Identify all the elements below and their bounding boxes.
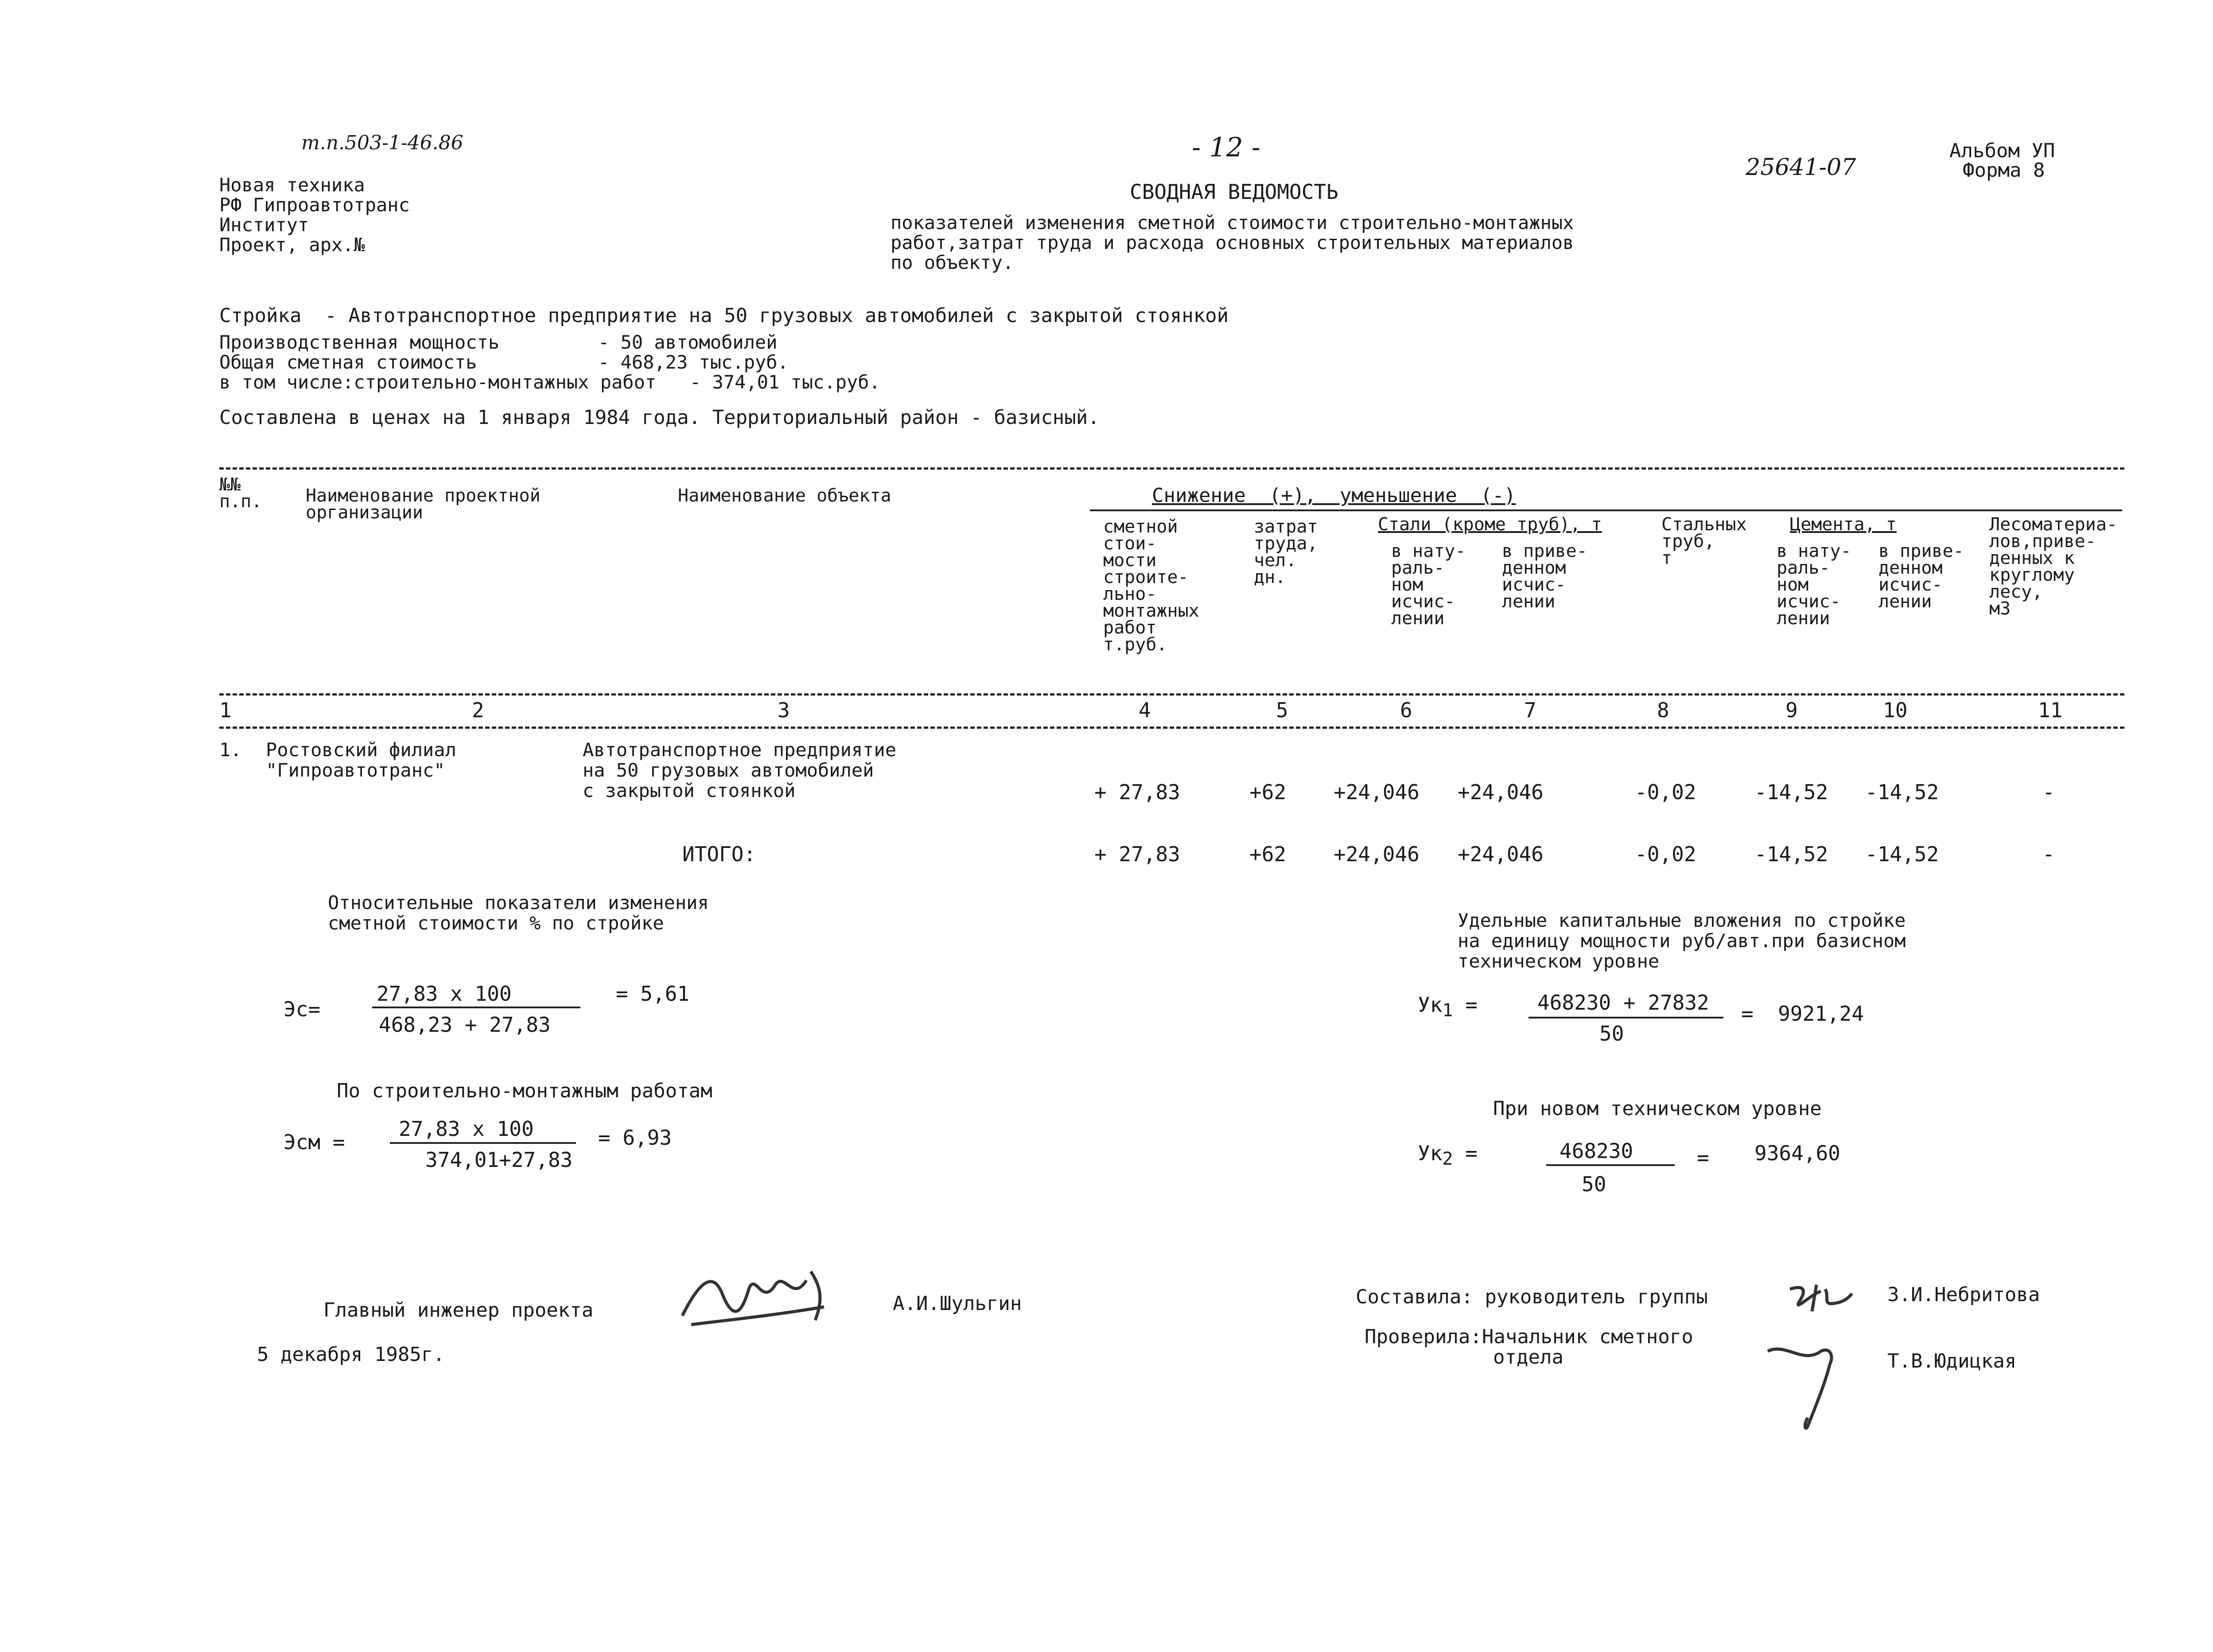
col-steel-nat-header: в нату- раль- ном исчис- лении [1391, 541, 1466, 629]
subtitle-line: показателей изменения сметной стоимости строительно-монтажных [891, 212, 1574, 233]
chief-engineer-name: А.И.Шульгин [893, 1292, 1022, 1315]
uk1-result: = 9921,24 [1741, 1002, 1864, 1026]
cost-label: Общая сметная стоимость [219, 351, 477, 373]
subtitle-line: по объекту. [891, 252, 1014, 273]
group-header: Снижение (+), уменьшение (-) [1152, 484, 1516, 507]
new-level-title: При новом техническом уровне [1493, 1097, 1822, 1120]
ecm-denominator: 374,01+27,83 [425, 1148, 573, 1172]
chief-signature [673, 1254, 842, 1338]
col-number: 3 [778, 698, 790, 722]
total-cement-nat: -14,52 [1754, 842, 1828, 866]
cell-steel-nat: +24,046 [1334, 780, 1420, 804]
col-number: 11 [2038, 698, 2063, 722]
row-num: 1. [219, 739, 242, 761]
cost-value: - 468,23 тыс.руб. [598, 351, 789, 373]
group-rule [1090, 509, 2122, 511]
checked-by-name: Т.В.Юдицкая [1887, 1350, 2017, 1372]
capacity-label: Производственная мощность [219, 331, 500, 353]
uk1-fraction-bar [1528, 1017, 1723, 1018]
org-line: Институт [219, 214, 309, 236]
steel-group-header: Стали (кроме труб), т [1378, 514, 1602, 535]
cell-labor: +62 [1249, 780, 1287, 804]
cell-timber: - [2042, 780, 2055, 804]
subtitle-line: работ,затрат труда и расхода основных строительных материалов [891, 232, 1574, 253]
col-number: 10 [1883, 698, 1908, 722]
cell-pipes: -0,02 [1635, 780, 1696, 804]
numbers-bottom-rule [219, 727, 2124, 729]
ec-label: Эс= [284, 997, 321, 1021]
album-label: Альбом УП [1949, 140, 2055, 162]
checked-by-label: Проверила:Начальник сметного отдела [1365, 1325, 1693, 1368]
col-number: 4 [1139, 698, 1151, 722]
capacity-value: - 50 автомобилей [598, 331, 778, 353]
stroika-line: Стройка - Автотранспортное предприятие на 50 грузовых автомобилей с закрытой стоянкой [219, 304, 1229, 327]
relative-title: Относительные показатели изменения сметной стоимости % по стройке [328, 892, 709, 934]
table-top-rule [219, 467, 2124, 470]
uk2-eq: = [1697, 1146, 1709, 1170]
org-line: Проект, арх.№ [219, 234, 365, 256]
compiled-by-name: З.И.Небритова [1887, 1283, 2040, 1306]
header-bottom-rule [219, 693, 2124, 696]
cell-cement-nat: -14,52 [1754, 780, 1828, 804]
total-labor: +62 [1249, 842, 1287, 866]
ecm-label: Эсм = [284, 1130, 345, 1154]
col-number: 2 [472, 698, 484, 722]
chief-engineer-title: Главный инженер проекта [323, 1299, 594, 1322]
cell-cement-red: -14,52 [1865, 780, 1939, 804]
uk1-numerator: 468230 + 27832 [1537, 991, 1709, 1015]
cell-steel-red: +24,046 [1458, 780, 1544, 804]
form-label: Форма 8 [1963, 159, 2045, 182]
ecm-fraction-bar [390, 1142, 576, 1144]
compiled-signature [1785, 1276, 1856, 1320]
col-steel-red-header: в приве- денном исчис- лении [1502, 541, 1587, 612]
col-number: 9 [1785, 698, 1798, 722]
col-number: 6 [1400, 698, 1412, 722]
prices-line: Составлена в ценах на 1 января 1984 года. Территориальный район - базисный. [219, 406, 1100, 429]
col-pipes-header: Стальных труб, т [1661, 514, 1747, 568]
col-number: 1 [219, 698, 232, 722]
col-num-header: №№ п.п. [219, 474, 262, 512]
uk2-denominator: 50 [1582, 1172, 1606, 1196]
ec-numerator: 27,83 х 100 [377, 982, 512, 1006]
row-org: Ростовский филиал "Гипроавтотранс" [266, 739, 456, 781]
col-org-header: Наименование проектной организации [306, 486, 541, 523]
org-line: Новая техника [219, 174, 365, 196]
total-cost: + 27,83 [1094, 842, 1180, 866]
uk2-label: $Ук_2$ = [1418, 1141, 1478, 1170]
total-cement-red: -14,52 [1865, 842, 1939, 866]
col-timber-header: Лесоматериа- лов,приве- денных к круглому лесу, м3 [1989, 514, 2117, 619]
col-number: 7 [1524, 698, 1536, 722]
ec-result: = 5,61 [616, 982, 690, 1006]
total-pipes: -0,02 [1635, 842, 1696, 866]
total-timber: - [2042, 842, 2055, 866]
smr-title: По строительно-монтажным работам [337, 1080, 712, 1102]
col-number: 5 [1276, 698, 1288, 722]
col-cement-red-header: в приве- денном исчис- лении [1879, 541, 1964, 612]
uk1-denominator: 50 [1599, 1022, 1624, 1046]
total-steel-red: +24,046 [1458, 842, 1544, 866]
col-cement-nat-header: в нату- раль- ном исчис- лении [1777, 541, 1851, 629]
ecm-numerator: 27,83 х 100 [399, 1117, 534, 1141]
uk1-label: $Ук_1$ = [1418, 993, 1478, 1021]
uk2-result: 9364,60 [1754, 1141, 1840, 1165]
page-number: - 12 - [1192, 132, 1261, 163]
compiled-by-label: Составила: руководитель группы [1356, 1286, 1708, 1308]
cell-cost: + 27,83 [1094, 780, 1180, 804]
document-date: 5 декабря 1985г. [257, 1343, 445, 1366]
smr-line: в том числе:строительно-монтажных работ - 374,01 тыс.руб. [219, 371, 880, 393]
ec-fraction-bar [372, 1007, 580, 1008]
checked-signature [1763, 1338, 1843, 1435]
ecm-result: = 6,93 [598, 1126, 672, 1150]
inventory-number: 25641-07 [1746, 154, 1856, 181]
col-number: 8 [1657, 698, 1669, 722]
document-code: т.п.503-1-46.86 [301, 132, 463, 154]
document-title: СВОДНАЯ ВЕДОМОСТЬ [1130, 180, 1338, 204]
org-line: РФ Гипроавтотранс [219, 194, 410, 216]
row-object: Автотранспортное предприятие на 50 грузовых автомобилей с закрытой стоянкой [583, 739, 897, 801]
uk2-fraction-bar [1546, 1164, 1675, 1166]
col-cost-header: сметной стои- мости строите- льно- монтажных работ т.руб. [1103, 517, 1199, 655]
col-object-header: Наименование объекта [678, 486, 891, 506]
col-labor-header: затрат труда, чел. дн. [1254, 517, 1318, 587]
total-label: ИТОГО: [682, 842, 756, 866]
cement-group-header: Цемента, т [1790, 514, 1897, 535]
uk2-numerator: 468230 [1560, 1139, 1633, 1163]
ec-denominator: 468,23 + 27,83 [379, 1013, 551, 1037]
total-steel-nat: +24,046 [1334, 842, 1420, 866]
specific-title: Удельные капитальные вложения по стройке на единицу мощности руб/авт.при базисном техническом уровне [1458, 910, 1906, 972]
